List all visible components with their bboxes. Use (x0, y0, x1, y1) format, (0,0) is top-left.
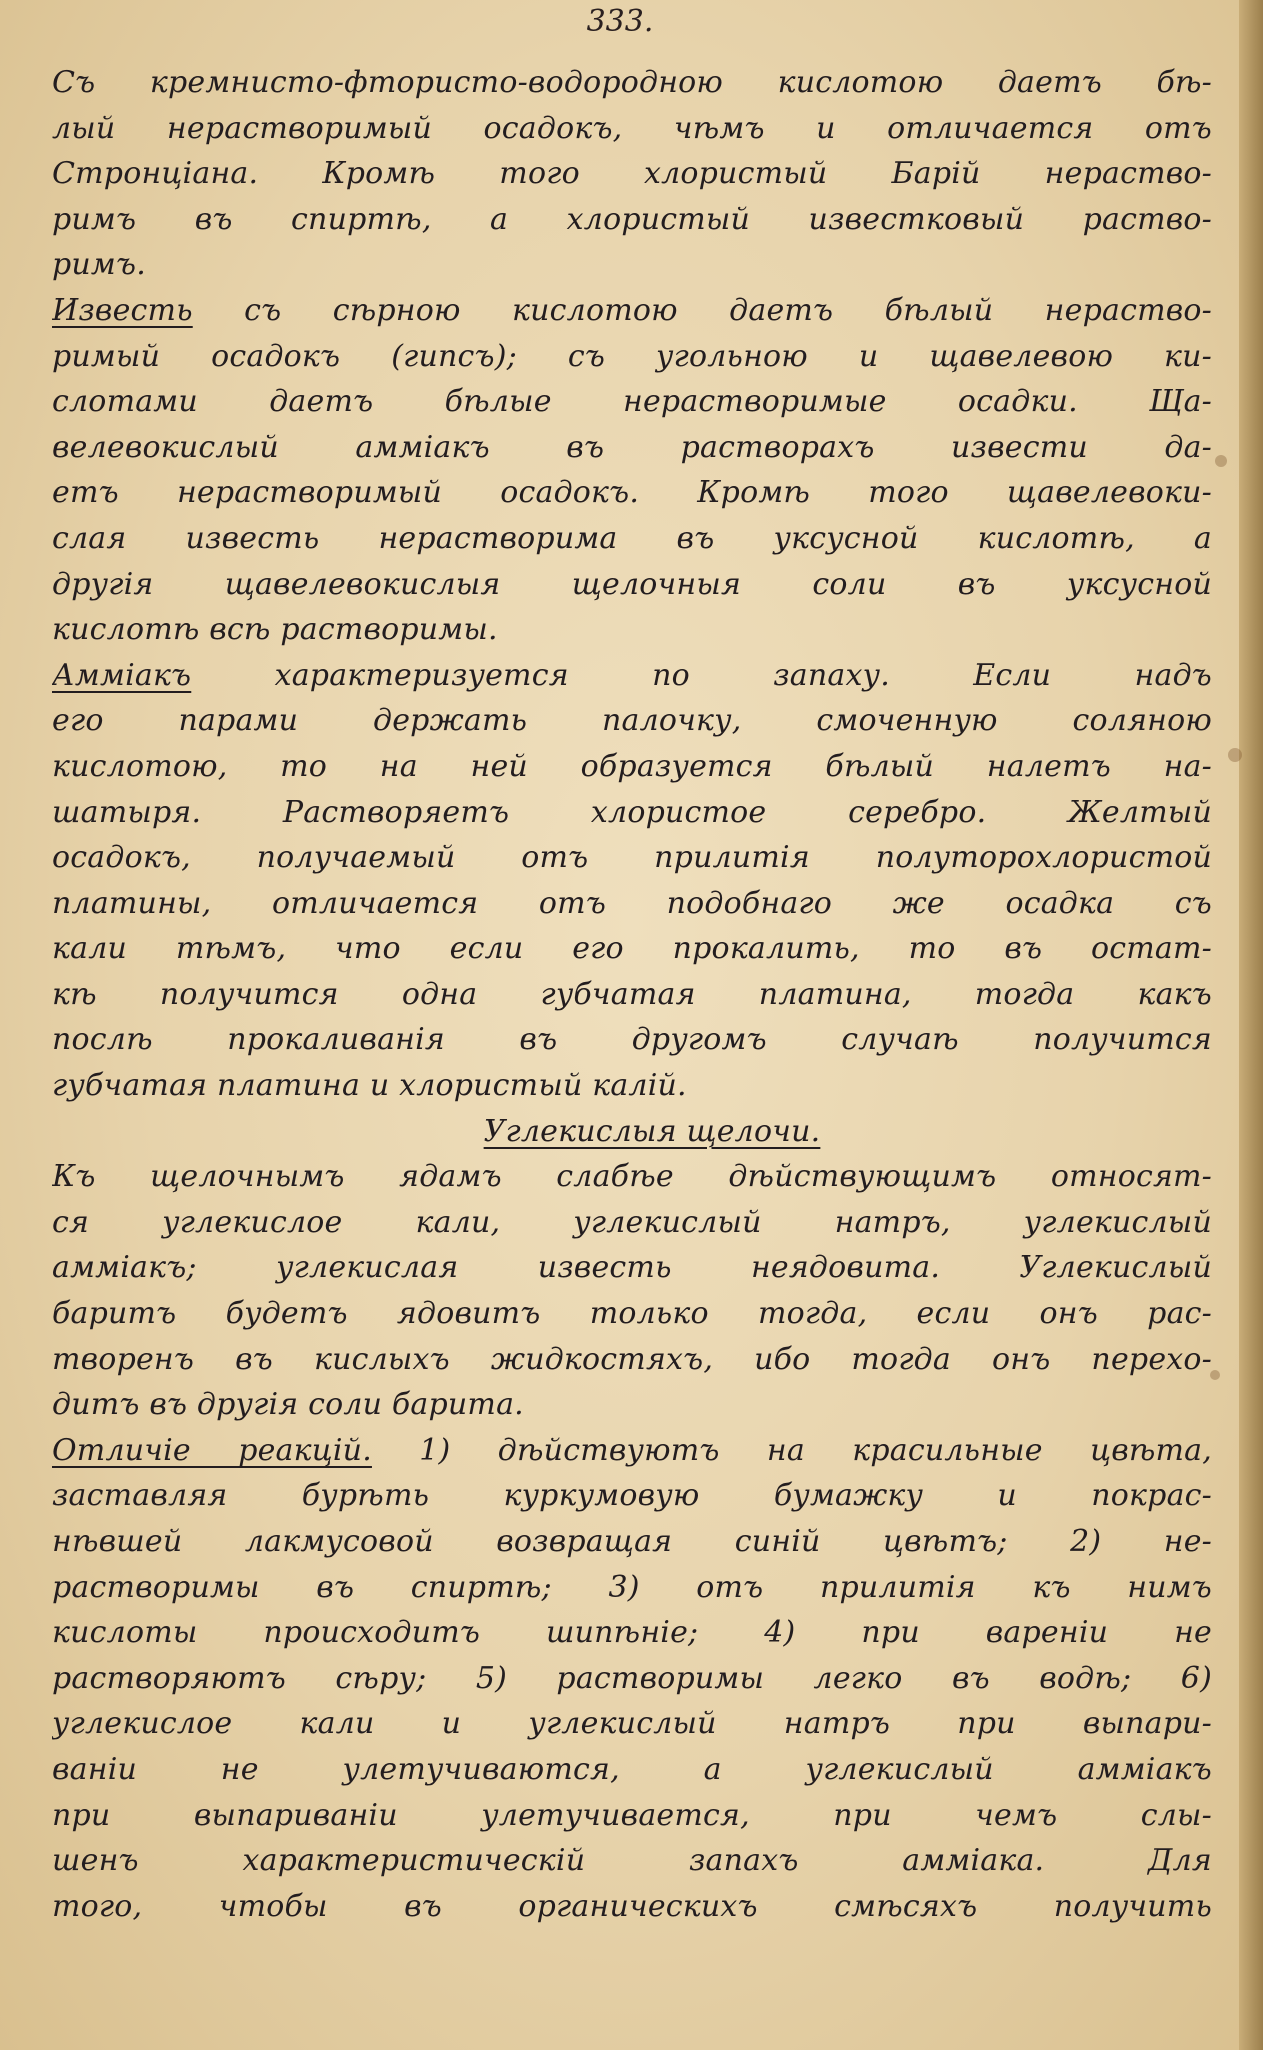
text-line (52, 1884, 1212, 1930)
text-line (52, 106, 1212, 152)
text-line (52, 242, 1212, 288)
line-text: характеризуется по запаху. Если надъ (191, 657, 1212, 693)
line-text: осадокъ, получаемый отъ прилитія полуторохлористой (52, 840, 1212, 876)
line-text: кѣ получится одна губчатая платина, тогда какъ (52, 976, 1212, 1012)
line-text: кислоты происходитъ шипѣніе; 4) при вареніи не (52, 1615, 1212, 1651)
line-text: кислотѣ всѣ растворимы. (52, 612, 498, 648)
line-text: губчатая платина и хлористый калій. (52, 1068, 687, 1104)
line-text: Съ кремнисто-фтористо-водородною кислотою даетъ бѣ- (52, 65, 1212, 100)
line-text: дитъ въ другія соли барита. (52, 1387, 524, 1423)
text-line (52, 379, 1212, 425)
line-text: растворяютъ сѣру; 5) растворимы легко въ водѣ; 6) (52, 1660, 1212, 1696)
text-line (52, 1747, 1212, 1793)
line-text: кали тѣмъ, что если его прокалить, то въ остат- (52, 931, 1212, 967)
text-line (52, 1200, 1212, 1246)
line-text: слотами даетъ бѣлые нерастворимые осадки. Ща- (52, 384, 1212, 420)
text-line (52, 1565, 1212, 1611)
text-line (52, 1382, 1212, 1428)
text-line (52, 1245, 1212, 1291)
line-text: того, чтобы въ органическихъ смѣсяхъ получить (52, 1888, 1212, 1924)
text-line (52, 425, 1212, 471)
underlined-term: Отличіе реакцій. (52, 1432, 372, 1468)
line-text: аммiакъ; углекислая известь неядовита. Углекислый (52, 1250, 1212, 1286)
line-text: съ сѣрною кислотою даетъ бѣлый нераство- (192, 292, 1212, 328)
line-text: ся углекислое кали, углекислый натръ, углекислый (52, 1204, 1212, 1240)
line-text: баритъ будетъ ядовитъ только тогда, если онъ рас- (52, 1296, 1212, 1332)
text-line (52, 151, 1212, 197)
underlined-term: Известь (52, 292, 193, 328)
line-text: шенъ характеристическій запахъ аммiака. Для (52, 1843, 1212, 1879)
text-line (52, 607, 1212, 653)
text-line (52, 1701, 1212, 1747)
text-line (52, 1154, 1212, 1200)
line-text: его парами держать палочку, смоченную соляною (52, 703, 1212, 739)
text-line (52, 790, 1212, 836)
line-text: послѣ прокаливанія въ другомъ случаѣ получится (52, 1022, 1212, 1058)
text-line (52, 470, 1212, 516)
line-text: заставляя бурѣть куркумовую бумажку и покрас- (52, 1478, 1212, 1514)
text-line (52, 653, 1212, 699)
text-line (52, 1838, 1212, 1884)
text-line (52, 1017, 1212, 1063)
text-line (52, 1793, 1212, 1839)
text-line (52, 197, 1212, 243)
section-heading-text: Углекислыя щелочи. (483, 1113, 821, 1149)
book-gutter (1239, 0, 1263, 2050)
line-text: Къ щелочнымъ ядамъ слабѣе дѣйствующимъ относят- (52, 1159, 1212, 1195)
line-text: 1) дѣйствуютъ на красильные цвѣта, (371, 1432, 1212, 1468)
line-text: Стронціана. Кромѣ того хлористый Барій нераство- (52, 156, 1212, 192)
line-text: углекислое кали и углекислый натръ при выпари- (52, 1706, 1212, 1742)
text-line (52, 1337, 1212, 1383)
section-heading (52, 1109, 1212, 1155)
text-line (52, 744, 1212, 790)
text-line (52, 1519, 1212, 1565)
line-text: римъ въ спиртѣ, а хлористый известковый раство- (52, 201, 1212, 237)
underlined-term: Аммiакъ (52, 657, 192, 693)
line-text: лый нерастворимый осадокъ, чѣмъ и отличается отъ (52, 110, 1212, 146)
line-text: шатыря. Растворяетъ хлористое серебро. Желтый (52, 794, 1212, 830)
text-line (52, 835, 1212, 881)
line-text: слая известь нерастворима въ уксусной кислотѣ, а (52, 520, 1212, 556)
line-text: при выпариваніи улетучивается, при чемъ слы- (52, 1797, 1212, 1833)
page-number: 333. (586, 4, 654, 39)
text-line (52, 60, 1212, 106)
line-text: кислотою, то на ней образуется бѣлый налетъ на- (52, 748, 1212, 784)
line-text: платины, отличается отъ подобнаго же осадка съ (52, 885, 1212, 921)
text-line (52, 288, 1212, 334)
text-line (52, 698, 1212, 744)
stain-mark (1215, 455, 1227, 467)
stain-mark (1228, 748, 1242, 762)
text-line (52, 926, 1212, 972)
line-text: ваніи не улетучиваются, а углекислый аммiакъ (52, 1751, 1212, 1787)
line-text: нѣвшей лакмусовой возвращая синій цвѣтъ; 2) не- (52, 1524, 1212, 1559)
line-text: велевокислый аммiакъ въ растворахъ извести да- (52, 429, 1212, 465)
text-line (52, 881, 1212, 927)
text-line (52, 516, 1212, 562)
text-line (52, 1291, 1212, 1337)
text-line (52, 1473, 1212, 1519)
text-line (52, 1610, 1212, 1656)
text-line (52, 972, 1212, 1018)
text-line (52, 1063, 1212, 1109)
text-line (52, 562, 1212, 608)
line-text: творенъ въ кислыхъ жидкостяхъ, ибо тогда онъ перехо- (52, 1341, 1212, 1377)
line-text: етъ нерастворимый осадокъ. Кромѣ того щавелевоки- (52, 475, 1212, 511)
text-line (52, 1656, 1212, 1702)
line-text: другія щавелевокислыя щелочныя соли въ уксусной (52, 566, 1212, 602)
line-text: римъ. (52, 247, 146, 283)
line-text: римый осадокъ (гипсъ); съ угольною и щавелевою ки- (52, 338, 1212, 374)
text-line (52, 1428, 1212, 1474)
handwritten-text-body (52, 60, 1212, 1929)
line-text: растворимы въ спиртѣ; 3) отъ прилитія къ нимъ (52, 1569, 1212, 1605)
text-line (52, 334, 1212, 380)
